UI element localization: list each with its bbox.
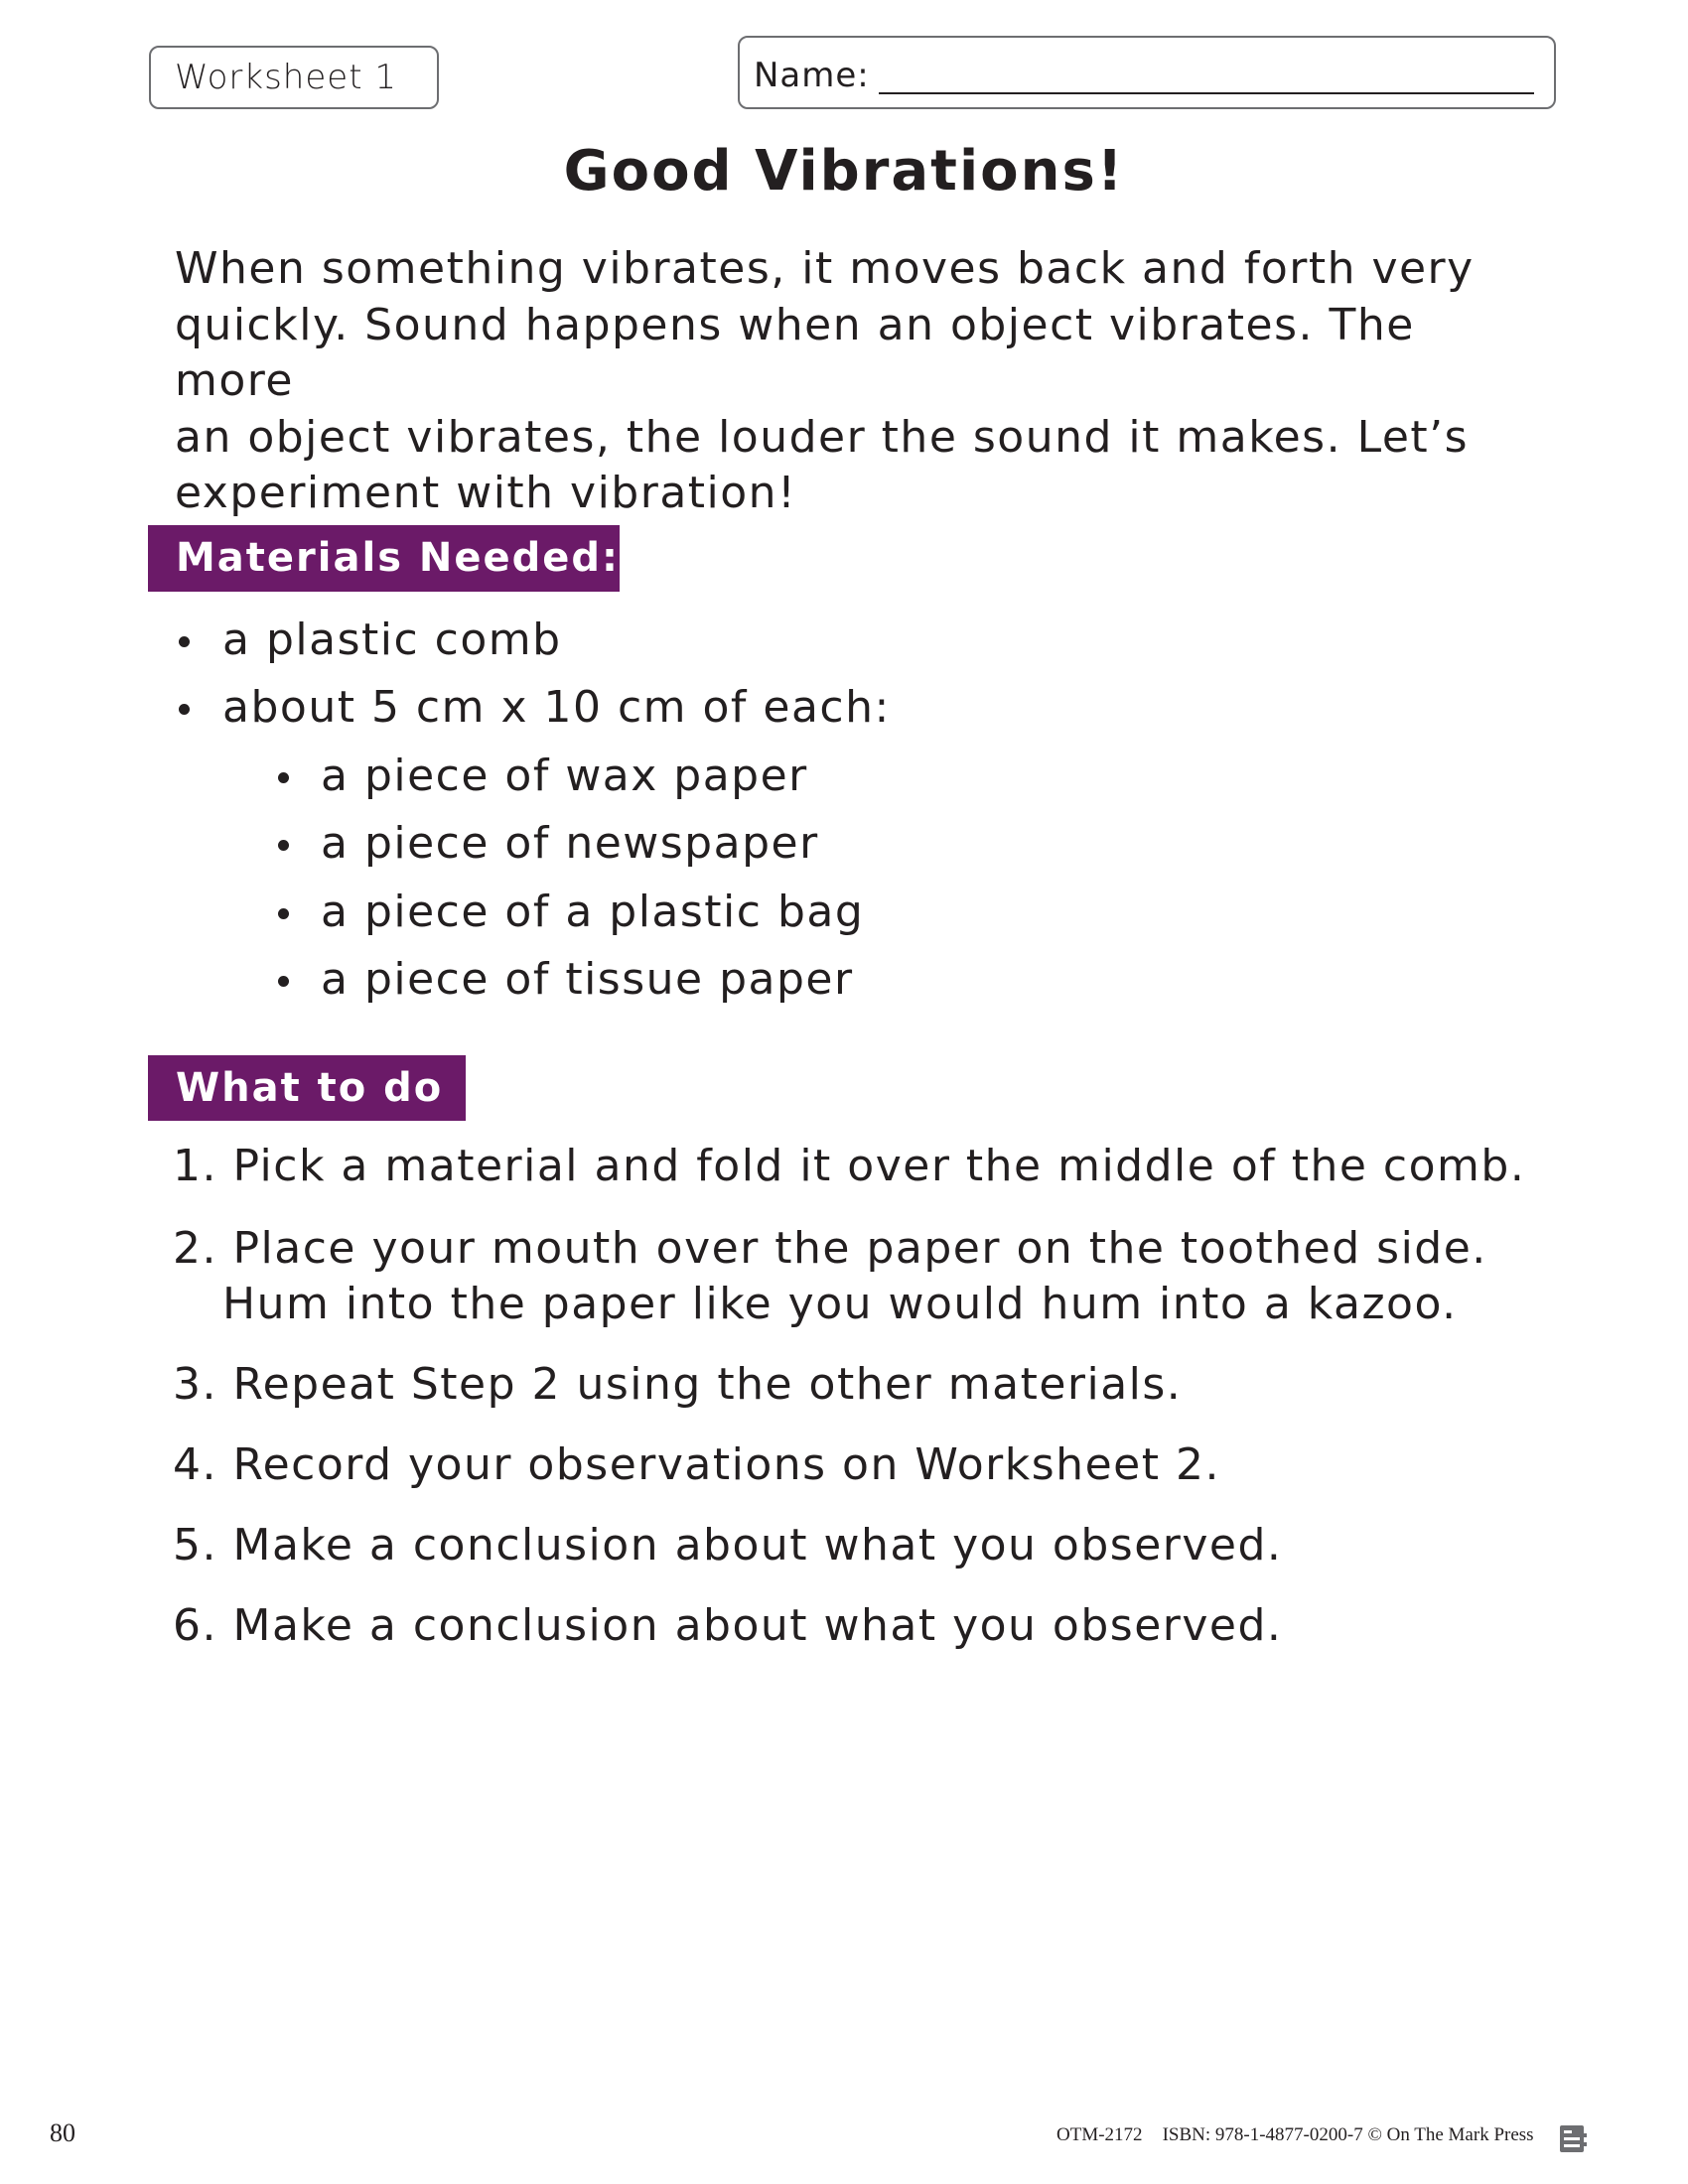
- list-item: a plastic comb: [222, 614, 562, 665]
- list-item: a piece of tissue paper: [321, 954, 854, 1005]
- intro-line: When something vibrates, it moves back and forth very: [175, 243, 1475, 294]
- publisher-logo-icon: [1558, 2125, 1588, 2152]
- list-item: a piece of newspaper: [321, 818, 819, 869]
- step-text: Make a conclusion about what you observed.: [232, 1600, 1283, 1651]
- intro-paragraph: [175, 241, 1545, 522]
- step-item: [173, 1223, 1487, 1275]
- isbn-copyright: ISBN: 978-1-4877-0200-7 © On The Mark Press: [1162, 2124, 1534, 2145]
- intro-line: quickly. Sound happens when an object vibrates. The more: [175, 299, 1415, 406]
- step-item: [173, 1600, 1282, 1652]
- page-title: Good Vibrations!: [563, 139, 1125, 204]
- page-number: 80: [50, 2118, 75, 2147]
- step-number: 2.: [173, 1223, 217, 1274]
- step-number: 6.: [173, 1600, 217, 1651]
- step-item: [173, 1520, 1282, 1571]
- intro-line: experiment with vibration!: [175, 468, 797, 518]
- step-number: 5.: [173, 1520, 217, 1570]
- worksheet-label: Worksheet 1: [175, 58, 397, 97]
- list-item: a piece of wax paper: [321, 751, 808, 801]
- step-item: [173, 1439, 1220, 1491]
- step-number: 3.: [173, 1359, 217, 1410]
- bullet-icon: [278, 840, 289, 851]
- step-item: [173, 1359, 1182, 1411]
- step-text-continued: Hum into the paper like you would hum into a kazoo.: [222, 1279, 1458, 1329]
- name-field-box[interactable]: [738, 36, 1556, 109]
- step-text: Pick a material and fold it over the middle of the comb.: [232, 1141, 1526, 1191]
- step-text: Place your mouth over the paper on the toothed side.: [232, 1223, 1487, 1274]
- product-code: OTM-2172: [1056, 2124, 1143, 2145]
- worksheet-label-box: [149, 46, 439, 109]
- bullet-icon: [179, 636, 190, 647]
- steps-heading: What to do: [148, 1055, 466, 1121]
- footer-credits: [1056, 2124, 1554, 2146]
- bullet-icon: [278, 976, 289, 987]
- intro-line: an object vibrates, the louder the sound it makes. Let’s: [175, 411, 1470, 463]
- step-text: Repeat Step 2 using the other materials.: [232, 1359, 1183, 1410]
- name-label: Name:: [754, 56, 870, 95]
- list-item: a piece of a plastic bag: [321, 887, 865, 937]
- step-text: Record your observations on Worksheet 2.: [232, 1439, 1220, 1490]
- step-text: Make a conclusion about what you observed.: [232, 1520, 1283, 1570]
- step-number: 4.: [173, 1439, 217, 1490]
- bullet-icon: [179, 704, 190, 715]
- step-number: 1.: [173, 1141, 217, 1191]
- materials-heading: Materials Needed:: [148, 525, 620, 592]
- bullet-icon: [278, 772, 289, 783]
- list-item: about 5 cm x 10 cm of each:: [222, 682, 891, 733]
- step-item: [173, 1141, 1525, 1192]
- name-underline[interactable]: [879, 92, 1534, 94]
- bullet-icon: [278, 908, 289, 919]
